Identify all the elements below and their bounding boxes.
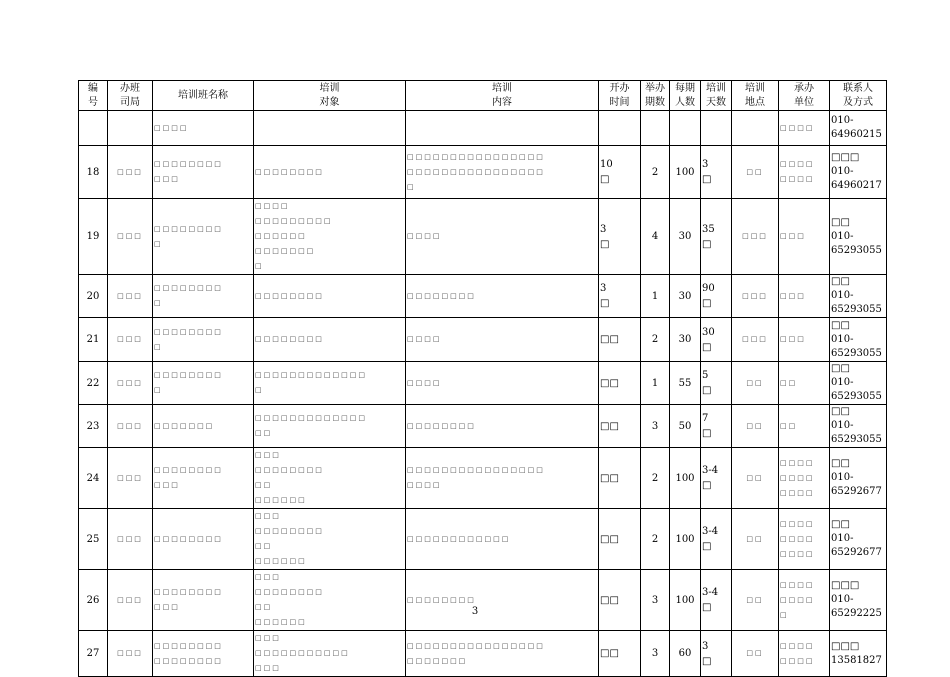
- cell-no: 23: [79, 405, 108, 448]
- column-header: 每期 人数: [670, 81, 701, 111]
- cell-days: 3-4 □: [701, 509, 732, 570]
- cell-no: 21: [79, 318, 108, 362]
- cell-org: □□□□ □□□□ □□□□: [779, 448, 830, 509]
- cell-org: □□□□ □□□□: [779, 631, 830, 677]
- cell-org: □□□□: [779, 111, 830, 146]
- cell-periods: 3: [641, 405, 670, 448]
- cell-name: □□□□□□□□: [153, 509, 254, 570]
- cell-time: 3 □: [599, 275, 641, 318]
- cell-content: □□□□□□□□□□□□: [406, 509, 599, 570]
- column-header: 培训 对象: [254, 81, 406, 111]
- cell-dept: □□□: [108, 362, 153, 405]
- cell-place: □□□: [732, 318, 779, 362]
- cell-dept: □□□: [108, 199, 153, 275]
- cell-no: 27: [79, 631, 108, 677]
- cell-name: □□□□□□□□ □□□: [153, 570, 254, 631]
- cell-contact: □□ 010-65293055: [830, 318, 887, 362]
- column-header: 开办 时间: [599, 81, 641, 111]
- cell-place: □□: [732, 631, 779, 677]
- cell-contact: 010-64960215: [830, 111, 887, 146]
- cell-days: 3-4 □: [701, 448, 732, 509]
- cell-org: □□□: [779, 275, 830, 318]
- cell-target: □□□□□□□□: [254, 146, 406, 199]
- cell-days: 5 □: [701, 362, 732, 405]
- cell-target: □□□ □□□□□□□□ □□ □□□□□□: [254, 448, 406, 509]
- cell-target: □□□□□□□□: [254, 318, 406, 362]
- cell-people: 30: [670, 318, 701, 362]
- cell-time: □□: [599, 570, 641, 631]
- table-row: [79, 362, 887, 405]
- cell-people: 50: [670, 405, 701, 448]
- cell-no: 19: [79, 199, 108, 275]
- cell-name: □□□□□□□□ □: [153, 318, 254, 362]
- cell-target: □□□□□□□□: [254, 275, 406, 318]
- table-row: [79, 631, 887, 677]
- table-body: [79, 111, 887, 677]
- cell-name: □□□□□□□□ □: [153, 199, 254, 275]
- cell-dept: □□□: [108, 146, 153, 199]
- cell-time: 10 □: [599, 146, 641, 199]
- cell-org: □□: [779, 405, 830, 448]
- cell-contact: □□ 010-65293055: [830, 362, 887, 405]
- cell-days: 7 □: [701, 405, 732, 448]
- cell-periods: 1: [641, 362, 670, 405]
- cell-periods: 4: [641, 199, 670, 275]
- cell-org: □□: [779, 362, 830, 405]
- cell-people: 100: [670, 570, 701, 631]
- cell-people: 60: [670, 631, 701, 677]
- cell-periods: 2: [641, 448, 670, 509]
- column-header: 编 号: [79, 81, 108, 111]
- cell-name: □□□□□□□: [153, 405, 254, 448]
- cell-org: □□□□ □□□□ □: [779, 570, 830, 631]
- column-header: 培训 天数: [701, 81, 732, 111]
- cell-dept: □□□: [108, 448, 153, 509]
- table-row: [79, 111, 887, 146]
- cell-place: □□□: [732, 199, 779, 275]
- cell-no: 26: [79, 570, 108, 631]
- cell-time: □□: [599, 362, 641, 405]
- cell-target: □□□□□□□□□□□□□ □: [254, 362, 406, 405]
- page-number: 3: [471, 606, 479, 617]
- column-header: 承办 单位: [779, 81, 830, 111]
- cell-name: □□□□□□□□ □: [153, 275, 254, 318]
- cell-dept: □□□: [108, 405, 153, 448]
- cell-contact: □□ 010-65293055: [830, 275, 887, 318]
- cell-org: □□□: [779, 318, 830, 362]
- table-row: [79, 199, 887, 275]
- cell-content: [406, 111, 599, 146]
- cell-people: 100: [670, 509, 701, 570]
- cell-place: □□: [732, 509, 779, 570]
- cell-no: 22: [79, 362, 108, 405]
- cell-content: □□□□: [406, 362, 599, 405]
- cell-dept: [108, 111, 153, 146]
- cell-days: 35 □: [701, 199, 732, 275]
- header-row: [79, 81, 887, 111]
- table-row: [79, 275, 887, 318]
- cell-name: □□□□□□□□ □: [153, 362, 254, 405]
- cell-time: 3 □: [599, 199, 641, 275]
- table-row: [79, 146, 887, 199]
- cell-contact: □□ 010-65293055: [830, 199, 887, 275]
- cell-content: □□□□□□□□□□□□□□□□ □□□□□□□□□□□□□□□□ □: [406, 146, 599, 199]
- cell-dept: □□□: [108, 318, 153, 362]
- cell-contact: □□□ 010-64960217: [830, 146, 887, 199]
- cell-time: □□: [599, 509, 641, 570]
- cell-org: □□□□ □□□□ □□□□: [779, 509, 830, 570]
- column-header: 培训班名称: [153, 81, 254, 111]
- cell-place: □□: [732, 362, 779, 405]
- column-header: 联系人 及方式: [830, 81, 887, 111]
- cell-contact: □□□ 010-65292225: [830, 570, 887, 631]
- cell-days: 3 □: [701, 631, 732, 677]
- column-header: 培训 地点: [732, 81, 779, 111]
- cell-people: 30: [670, 199, 701, 275]
- cell-dept: □□□: [108, 509, 153, 570]
- cell-place: □□□: [732, 275, 779, 318]
- cell-no: 18: [79, 146, 108, 199]
- cell-people: 30: [670, 275, 701, 318]
- cell-target: □□□□□□□□□□□□□ □□: [254, 405, 406, 448]
- cell-place: [732, 111, 779, 146]
- cell-org: □□□: [779, 199, 830, 275]
- cell-dept: □□□: [108, 570, 153, 631]
- column-header: 培训 内容: [406, 81, 599, 111]
- cell-no: 24: [79, 448, 108, 509]
- cell-periods: 2: [641, 318, 670, 362]
- cell-name: □□□□□□□□ □□□□□□□□: [153, 631, 254, 677]
- cell-target: □□□ □□□□□□□□ □□ □□□□□□: [254, 570, 406, 631]
- cell-people: 100: [670, 448, 701, 509]
- cell-people: 100: [670, 146, 701, 199]
- cell-periods: 2: [641, 146, 670, 199]
- cell-no: [79, 111, 108, 146]
- cell-days: 90 □: [701, 275, 732, 318]
- cell-content: □□□□□□□□: [406, 275, 599, 318]
- table-row: [79, 405, 887, 448]
- cell-target: □□□ □□□□□□□□□□□ □□□: [254, 631, 406, 677]
- cell-name: □□□□□□□□ □□□: [153, 146, 254, 199]
- cell-no: 20: [79, 275, 108, 318]
- cell-contact: □□□ 13581827: [830, 631, 887, 677]
- cell-content: □□□□□□□□: [406, 570, 599, 631]
- cell-people: [670, 111, 701, 146]
- cell-days: 3-4 □: [701, 570, 732, 631]
- cell-content: □□□□: [406, 318, 599, 362]
- cell-contact: □□ 010-65292677: [830, 448, 887, 509]
- cell-periods: [641, 111, 670, 146]
- cell-target: [254, 111, 406, 146]
- cell-days: 3 □: [701, 146, 732, 199]
- cell-days: 30 □: [701, 318, 732, 362]
- table-row: [79, 318, 887, 362]
- cell-time: □□: [599, 405, 641, 448]
- cell-place: □□: [732, 146, 779, 199]
- cell-name: □□□□: [153, 111, 254, 146]
- cell-people: 55: [670, 362, 701, 405]
- cell-time: □□: [599, 631, 641, 677]
- cell-contact: □□ 010-65292677: [830, 509, 887, 570]
- cell-target: □□□ □□□□□□□□ □□ □□□□□□: [254, 509, 406, 570]
- cell-time: [599, 111, 641, 146]
- cell-place: □□: [732, 405, 779, 448]
- cell-org: □□□□ □□□□: [779, 146, 830, 199]
- cell-content: □□□□□□□□: [406, 405, 599, 448]
- cell-periods: 2: [641, 509, 670, 570]
- cell-periods: 3: [641, 570, 670, 631]
- cell-periods: 3: [641, 631, 670, 677]
- cell-dept: □□□: [108, 275, 153, 318]
- cell-no: 25: [79, 509, 108, 570]
- cell-content: □□□□□□□□□□□□□□□□ □□□□: [406, 448, 599, 509]
- cell-content: □□□□□□□□□□□□□□□□ □□□□□□□: [406, 631, 599, 677]
- cell-time: □□: [599, 448, 641, 509]
- table-row: [79, 570, 887, 631]
- cell-target: □□□□ □□□□□□□□□ □□□□□□ □□□□□□□ □: [254, 199, 406, 275]
- training-table: [78, 80, 887, 677]
- cell-periods: 1: [641, 275, 670, 318]
- table-row: [79, 509, 887, 570]
- cell-name: □□□□□□□□ □□□: [153, 448, 254, 509]
- column-header: 办班 司局: [108, 81, 153, 111]
- cell-content: □□□□: [406, 199, 599, 275]
- column-header: 举办 期数: [641, 81, 670, 111]
- cell-days: [701, 111, 732, 146]
- table-row: [79, 448, 887, 509]
- cell-place: □□: [732, 448, 779, 509]
- cell-dept: □□□: [108, 631, 153, 677]
- cell-time: □□: [599, 318, 641, 362]
- cell-contact: □□ 010-65293055: [830, 405, 887, 448]
- cell-place: □□: [732, 570, 779, 631]
